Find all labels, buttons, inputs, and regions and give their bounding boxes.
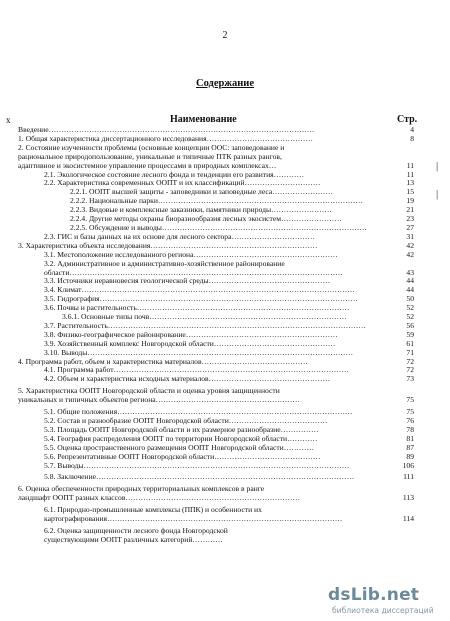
toc-entry-text: 3.5. Гидрография………………………………………………………………………………………… — [44, 295, 358, 304]
toc-entry — [0, 260, 450, 269]
toc-entry-page: 59 — [406, 329, 414, 339]
toc-entry — [0, 313, 450, 322]
toc-entry — [0, 387, 450, 396]
toc-entry-page: 72 — [406, 356, 414, 366]
watermark-subtitle: библиотека диссертаций — [332, 606, 434, 615]
toc-entry-text: 6.1. Природно-промышленные комплексы (ППК) и особенности их — [44, 506, 262, 515]
toc-entry — [0, 494, 450, 503]
toc-entry-text: 3.8. Физико-географическое районирование…………………………………………………… — [44, 330, 338, 339]
toc-entry — [0, 251, 450, 260]
toc-entry — [0, 358, 450, 367]
toc-entry — [0, 126, 450, 135]
toc-entry — [0, 295, 450, 304]
toc-entry — [0, 435, 450, 444]
toc-entry-page: 50 — [406, 294, 414, 304]
toc-entry-page: 113 — [402, 493, 414, 503]
toc-entry-text: 2.2.4. Другие методы охраны биоразнообразия лесных экосистем…………………… — [70, 215, 342, 224]
toc-entry-text: ландшафт ООПТ разных классов…………………………………………………………… — [18, 494, 301, 503]
toc-entry-page: 75 — [406, 407, 414, 417]
toc-entry — [0, 331, 450, 340]
toc-entry-text: 5.1. Общие положения………………………………………………………………………………… — [44, 408, 353, 417]
toc-entry-text: 2.2.5. Обсуждение и выводы……………………………………………………………………… — [70, 223, 367, 232]
toc-entry — [0, 269, 450, 278]
toc-entry — [0, 233, 450, 242]
toc-entry-page: 11 — [406, 160, 414, 170]
watermark — [328, 585, 446, 619]
toc-entry — [0, 536, 450, 545]
toc-entry-text: 2.1. Экологическое состояние лесного фонда и тенденции его развития………… — [44, 170, 305, 179]
toc-entry — [0, 473, 450, 482]
toc-entry-page: 13 — [406, 178, 414, 188]
toc-entry-text: области……………………………………………………………………………………………… — [44, 268, 343, 277]
margin-bracket: | — [436, 188, 439, 200]
toc-entry-text: 4.1. Программа работ………………………………………………………………………………… — [44, 366, 349, 375]
toc-entry — [0, 444, 450, 453]
toc-entry — [0, 408, 450, 417]
toc-header-name: Наименование — [170, 114, 237, 125]
toc-entry-page: 19 — [406, 196, 414, 206]
toc-entry-text: 2.2.3. Видовые и комплексные заказники, памятники природы…………………… — [70, 206, 332, 215]
toc-entry-text: 5. Характеристика ООПТ Новгородской области и оценка уровня защищенности — [18, 387, 280, 396]
toc-entry-text: адаптивное и экосистемное управление процессами в природных комплексах… — [18, 161, 277, 170]
toc-entry-page: 114 — [402, 514, 414, 524]
toc-entry-text: 5.3. Площадь ООПТ Новгородской области и их размерное разнообразие…………… — [44, 425, 319, 434]
toc-entry-page: 72 — [406, 365, 414, 375]
toc-entry — [0, 426, 450, 435]
toc-entry-page: 73 — [406, 374, 414, 384]
page-title: Содержание — [196, 78, 254, 89]
toc-entry-text: существующими ООПТ различных категорий………… — [44, 535, 223, 544]
toc-entry — [0, 179, 450, 188]
toc-entry — [0, 527, 450, 536]
toc-entry-text: 5.6. Репрезентативные ООПТ Новгородской области…………………………………… — [44, 452, 321, 461]
toc-entry — [0, 144, 450, 153]
toc-entry — [0, 366, 450, 375]
toc-entry — [0, 304, 450, 313]
toc-entry-text: 3.2. Административное и административно-хозяйственное районирование — [44, 259, 285, 268]
toc-entry-text: 4. Программа работ, объем и характеристика материалов…………………………………… — [18, 357, 308, 366]
toc-entry-page: 76 — [406, 416, 414, 425]
toc-entry-page: 15 — [406, 187, 414, 197]
toc-entry-page: 31 — [406, 231, 414, 241]
toc-entry-page: 27 — [406, 222, 414, 232]
toc-entry-page: 81 — [406, 433, 414, 443]
margin-bracket: | — [436, 160, 439, 172]
toc-entry-text: 3.3. Источники неравновесия геологической среды………………………………………… — [44, 277, 331, 286]
toc-entry — [0, 206, 450, 215]
toc-entry-page: 52 — [406, 303, 414, 313]
toc-entry — [0, 375, 450, 384]
toc-entry-text: 5.2. Состав и разнообразие ООПТ Новгородской области………………………………… — [44, 417, 328, 425]
toc-entry-text: 1. Общая характеристика диссертационного исследования…………………………………… — [18, 134, 313, 143]
toc-entry-page: 44 — [406, 276, 414, 286]
toc-entry-text: рациональное природопользование, уникальные и типичные ПТК разных рангов, — [18, 152, 282, 161]
toc-entry-page: 44 — [406, 285, 414, 295]
toc-entry-page: 75 — [406, 395, 414, 405]
toc-entry — [0, 135, 450, 144]
toc-entry-page: 89 — [406, 451, 414, 461]
toc-entry — [0, 396, 450, 405]
toc-entry-text: 2. Состояние изученности проблемы (основные концепции ООС: заповедование и — [18, 143, 285, 152]
toc-entry — [0, 277, 450, 286]
page-number: 2 — [222, 30, 228, 41]
toc-entry-page: 56 — [406, 320, 414, 330]
toc-entry-page: 8 — [410, 133, 414, 143]
toc-entry-page: 106 — [402, 460, 414, 470]
toc-entry — [0, 215, 450, 224]
toc-entry — [0, 349, 450, 358]
toc-entry-text: 3. Характеристика объекта исследования………………………………………………………… — [18, 241, 318, 250]
toc-entry-page: 4 — [410, 125, 414, 134]
toc-entry-page: 61 — [406, 338, 414, 348]
toc-entry — [0, 417, 450, 426]
toc-entry-page: 42 — [406, 240, 414, 250]
toc-entry-text: 4.2. Объем и характеристика исходных материалов………………………………………… — [44, 375, 331, 384]
toc-entry-page: 111 — [403, 472, 414, 482]
toc-entry-text: 6.2. Оценка защищенности лесного фонда Новгородской — [44, 526, 228, 535]
toc-entry-text: 3.9. Хозяйственный комплекс Новгородской области………………………………………… — [44, 339, 336, 348]
toc-entry-page: 23 — [406, 214, 414, 224]
toc-entry — [0, 515, 450, 524]
toc-entry — [0, 322, 450, 331]
toc-entry — [0, 188, 450, 197]
watermark-logo: dsLib.net — [328, 585, 420, 605]
toc-entry-page: 52 — [406, 312, 414, 322]
toc-entry — [0, 485, 450, 494]
toc-entry — [0, 242, 450, 251]
toc-entry — [0, 197, 450, 206]
toc-entry-text: 2.2. Характеристика современных ООПТ и их классификаций………………………… — [44, 179, 321, 188]
toc-entry — [0, 286, 450, 295]
toc-entry-text: картографирования………………………………………………………………………………… — [44, 515, 343, 524]
toc-entry-page: 11 — [406, 169, 414, 179]
toc-entry-page: 43 — [406, 267, 414, 277]
toc-entry-text: 3.6. Почвы и растительность………………………………………………………………………… — [44, 304, 350, 313]
toc-entry-text: 3.1. Местоположение исследованного региона………………………………………………… — [44, 250, 338, 259]
toc-entry — [0, 453, 450, 462]
toc-entry — [0, 153, 450, 162]
toc-entry-text: 5.7. Выводы…………………………………………………………………………………………… — [44, 461, 350, 470]
toc-entry — [0, 506, 450, 515]
toc-entry — [0, 171, 450, 180]
table-of-contents — [0, 126, 450, 545]
toc-entry-text: уникальных и типичных объектов региона………………………………………………… — [18, 396, 300, 405]
toc-entry-text: 5.5. Оценка пространственного размещения ООПТ Новгородской области………… — [44, 443, 315, 452]
toc-entry-text: 6. Оценка обеспеченности природных территориальных комплексов в ранге — [18, 485, 265, 494]
margin-mark: х — [6, 115, 11, 125]
toc-entry-text: 3.7. Растительность………………………………………………………………………………………… — [44, 321, 366, 330]
toc-entry-text: Введение…………………………………………………………………………………………… — [18, 126, 315, 134]
toc-entry-page: 42 — [406, 249, 414, 259]
toc-entry-page: 71 — [406, 347, 414, 357]
toc-entry-text: 2.2.2. Национальные парки……………………………………………………………………… — [70, 197, 363, 206]
toc-entry-page: 78 — [406, 424, 414, 434]
toc-entry-text: 2.2.1. ООПТ высшей защиты - заповедники и заповедные леса…………………… — [70, 188, 333, 197]
toc-entry-text: 5.4. География распределения ООПТ по территории Новгородской области………… — [44, 434, 318, 443]
toc-entry-page: 87 — [406, 442, 414, 452]
toc-entry-text: 3.4. Климат……………………………………………………………………………………………… — [44, 286, 355, 295]
toc-entry-page: 21 — [406, 205, 414, 215]
toc-entry-text: 5.8. Заключение………………………………………………………………………………………… — [44, 473, 355, 482]
toc-entry — [0, 224, 450, 233]
toc-entry — [0, 162, 450, 171]
toc-entry — [0, 340, 450, 349]
toc-entry — [0, 462, 450, 471]
toc-entry-text: 2.3. ГИС и базы данных на их основе для лесного сектора…………………………… — [44, 232, 315, 241]
toc-header-page: Стр. — [397, 114, 418, 125]
toc-entry-text: 3.6.1. Основные типы почв…………………………………………………………………… — [62, 313, 347, 322]
toc-entry-text: 3.10. Выводы…………………………………………………………………………………………… — [44, 348, 354, 357]
